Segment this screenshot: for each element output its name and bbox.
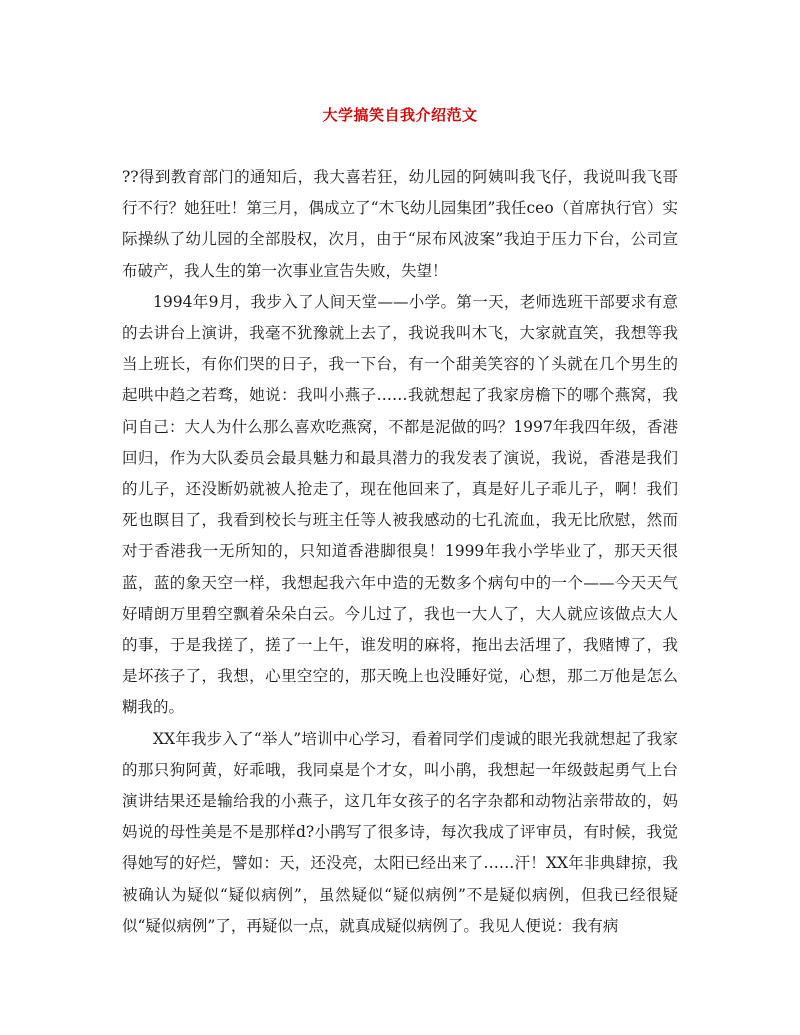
paragraph: XX年我步入了“举人”培训中心学习，看着同学们虔诚的眼光我就想起了我家的那只狗阿黄，好乖哦，我同桌是个才女，叫小鹃，我想起一年级鼓起勇气上台演讲结果还是输给我的小燕子，这几年女孩子的名字杂都和动物沾亲带故的，妈妈说的母性美是不是那样d?小鹃写了很多诗，每次我成了评审员，有时候，我觉得她写的好烂，譬如：天，还没亮，太阳已经出来了……汗！XX年非典肆掠，我被确认为疑似“疑似病例”，虽然疑似“疑似病例”不是疑似病例，但我已经很疑似“疑似病例”了，再疑似一点，就真成疑似病例了。我见人便说：我有病	[122, 729, 678, 935]
paragraph: 1994年9月，我步入了人间天堂——小学。第一天，老师选班干部要求有意的去讲台上演讲，我毫不犹豫就上去了，我说我叫木飞，大家就直笑，我想等我当上班长，有你们哭的日子，我一下台，有一个甜美笑容的丫头就在几个男生的起哄中趋之若骛，她说：我叫小燕子……我就想起了我家房檐下的哪个燕窝，我问自己：大人为什么那么喜欢吃燕窝，不都是泥做的吗？1997年我四年级，香港回归，作为大队委员会最具魅力和最具潜力的我发表了演说，我说，香港是我们的儿子，还没断奶就被人抢走了，现在他回来了，真是好儿子乖儿子，啊！我们死也瞑目了，我看到校长与班主任等人被我感动的七孔流血，我无比欣慰，然而对于香港我一无所知的，只知道香港脚很臭！1999年我小学毕业了，那天天很蓝，蓝的象天空一样，我想起我六年中造的无数多个病句中的一个——今天天气好晴朗万里碧空飘着朵朵白云。今儿过了，我也一大人了，大人就应该做点大人的事，于是我搓了，搓了一上午，谁发明的麻将，拖出去活埋了，我赌博了，我是坏孩子了，我想，心里空空的，那天晚上也没睡好觉，心想，那二万他是怎么糊我的。	[122, 292, 678, 717]
document-body	[122, 162, 678, 942]
paragraph: ??得到教育部门的通知后，我大喜若狂，幼儿园的阿姨叫我飞仔，我说叫我飞哥行不行？她狂吐！第三月，偶成立了“木飞幼儿园集团”我任ceo（首席执行官）实际操纵了幼儿园的全部股权，次月，由于“尿布风波案”我迫于压力下台，公司宣布破产，我人生的第一次事业宣告失败，失望！	[122, 168, 678, 280]
document-title: 大学搞笑自我介绍范文	[322, 106, 478, 124]
